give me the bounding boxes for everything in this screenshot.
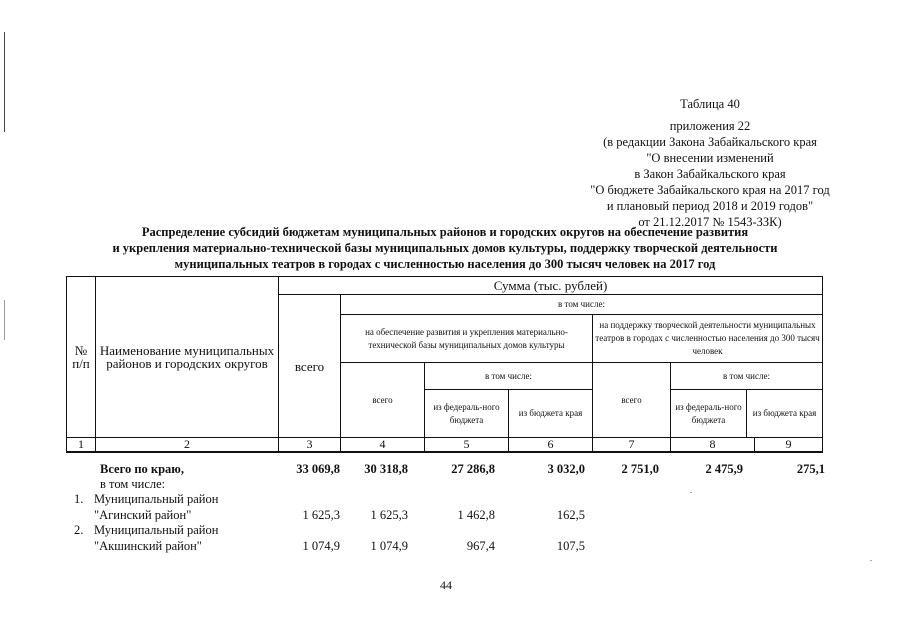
col-header-group-culture: на обеспечение развития и укрепления материально-технической базы муниципальных домов культуры: [341, 315, 593, 363]
document-title: [60, 224, 830, 272]
col-number: 4: [341, 438, 425, 453]
title-line: Распределение субсидий бюджетам муниципальных районов и городских округов на обеспечение развития: [141, 225, 749, 239]
col-header-group-theatre: на поддержку творческой деятельности муниципальных театров в городах с численностью населения до 300 тысяч человек: [593, 315, 823, 363]
col-header-incl: в том числе:: [341, 295, 823, 315]
title-line: муниципальных театров в городах с численностью населения до 300 тысяч человек на 2017 год: [174, 257, 716, 271]
col-header-sub-total-2: всего: [593, 363, 671, 438]
col-header-name: Наименование муниципальных районов и городских округов: [96, 277, 279, 438]
col-number: 9: [755, 438, 823, 453]
row-number: 2.: [74, 523, 84, 537]
total-value: 2 751,0: [621, 462, 659, 476]
total-value: 33 069,8: [296, 462, 340, 476]
header-line: "О внесении изменений: [646, 151, 774, 165]
header-line: "О бюджете Забайкальского края на 2017 год: [590, 183, 830, 197]
col-header-no: № п/п: [67, 277, 96, 438]
row-number: 1.: [74, 492, 84, 506]
total-value: 3 032,0: [547, 462, 585, 476]
total-value: 2 475,9: [705, 462, 743, 476]
header-line: (в редакции Закона Забайкальского края: [603, 135, 817, 149]
row-value: 1 074,9: [370, 539, 408, 553]
row-value: 1 625,3: [370, 508, 408, 522]
header-line: в Закон Забайкальского края: [634, 167, 786, 181]
title-line: и укрепления материально-технической базы муниципальных домов культуры, поддержку творческой деятельности: [112, 241, 778, 255]
col-header-regional: из бюджета края: [518, 408, 583, 418]
col-header-sub-total: всего: [341, 363, 425, 438]
total-value: 275,1: [796, 462, 825, 476]
col-number: 7: [593, 438, 671, 453]
col-number: 2: [96, 438, 279, 453]
col-number: 5: [425, 438, 509, 453]
row-value: 1 462,8: [457, 508, 495, 522]
col-header-sub-incl: в том числе:: [425, 363, 592, 390]
scan-edge-mark: [4, 300, 5, 340]
total-value: 30 318,8: [364, 462, 408, 476]
page-number: 44: [440, 578, 452, 592]
district-name: "Агинский район": [94, 508, 192, 522]
col-header-sub-split: [425, 363, 593, 438]
header-line: от 21.12.2017 № 1543-ЗЗК): [638, 215, 782, 229]
total-sub-label: в том числе:: [100, 477, 166, 491]
subsidy-table: [66, 276, 823, 453]
district-name: Муниципальный район: [94, 523, 219, 537]
col-header-federal: из федераль-ного бюджета: [425, 390, 509, 437]
header-line: и плановый период 2018 и 2019 годов": [606, 199, 814, 213]
scan-edge-mark: [4, 32, 5, 132]
col-header-federal-2: из федераль-ного бюджета: [671, 390, 747, 437]
col-header-regional-2: из бюджета края: [752, 408, 817, 418]
row-value: 162,5: [556, 508, 585, 522]
total-value: 27 286,8: [451, 462, 495, 476]
col-header-sum: Сумма (тыс. рублей): [279, 277, 823, 295]
col-number: 3: [279, 438, 341, 453]
row-value: 1 074,9: [302, 539, 340, 553]
col-number: 6: [509, 438, 593, 453]
header-line: приложения 22: [669, 119, 751, 133]
district-name: "Акшинский район": [94, 539, 202, 553]
row-value: 967,4: [466, 539, 495, 553]
approval-header: [570, 96, 850, 230]
col-header-total: всего: [279, 295, 341, 438]
col-header-sub-incl-2: в том числе:: [671, 363, 822, 390]
scan-speck: [690, 492, 692, 493]
table-label: Таблица 40: [680, 97, 740, 111]
scan-speck: [870, 560, 872, 561]
row-value: 1 625,3: [302, 508, 340, 522]
col-header-sub-split-2: [671, 363, 823, 438]
col-number: 8: [671, 438, 755, 453]
col-number: 1: [67, 438, 96, 453]
district-name: Муниципальный район: [94, 492, 219, 506]
total-label: Всего по краю,: [100, 462, 184, 476]
row-value: 107,5: [556, 539, 585, 553]
